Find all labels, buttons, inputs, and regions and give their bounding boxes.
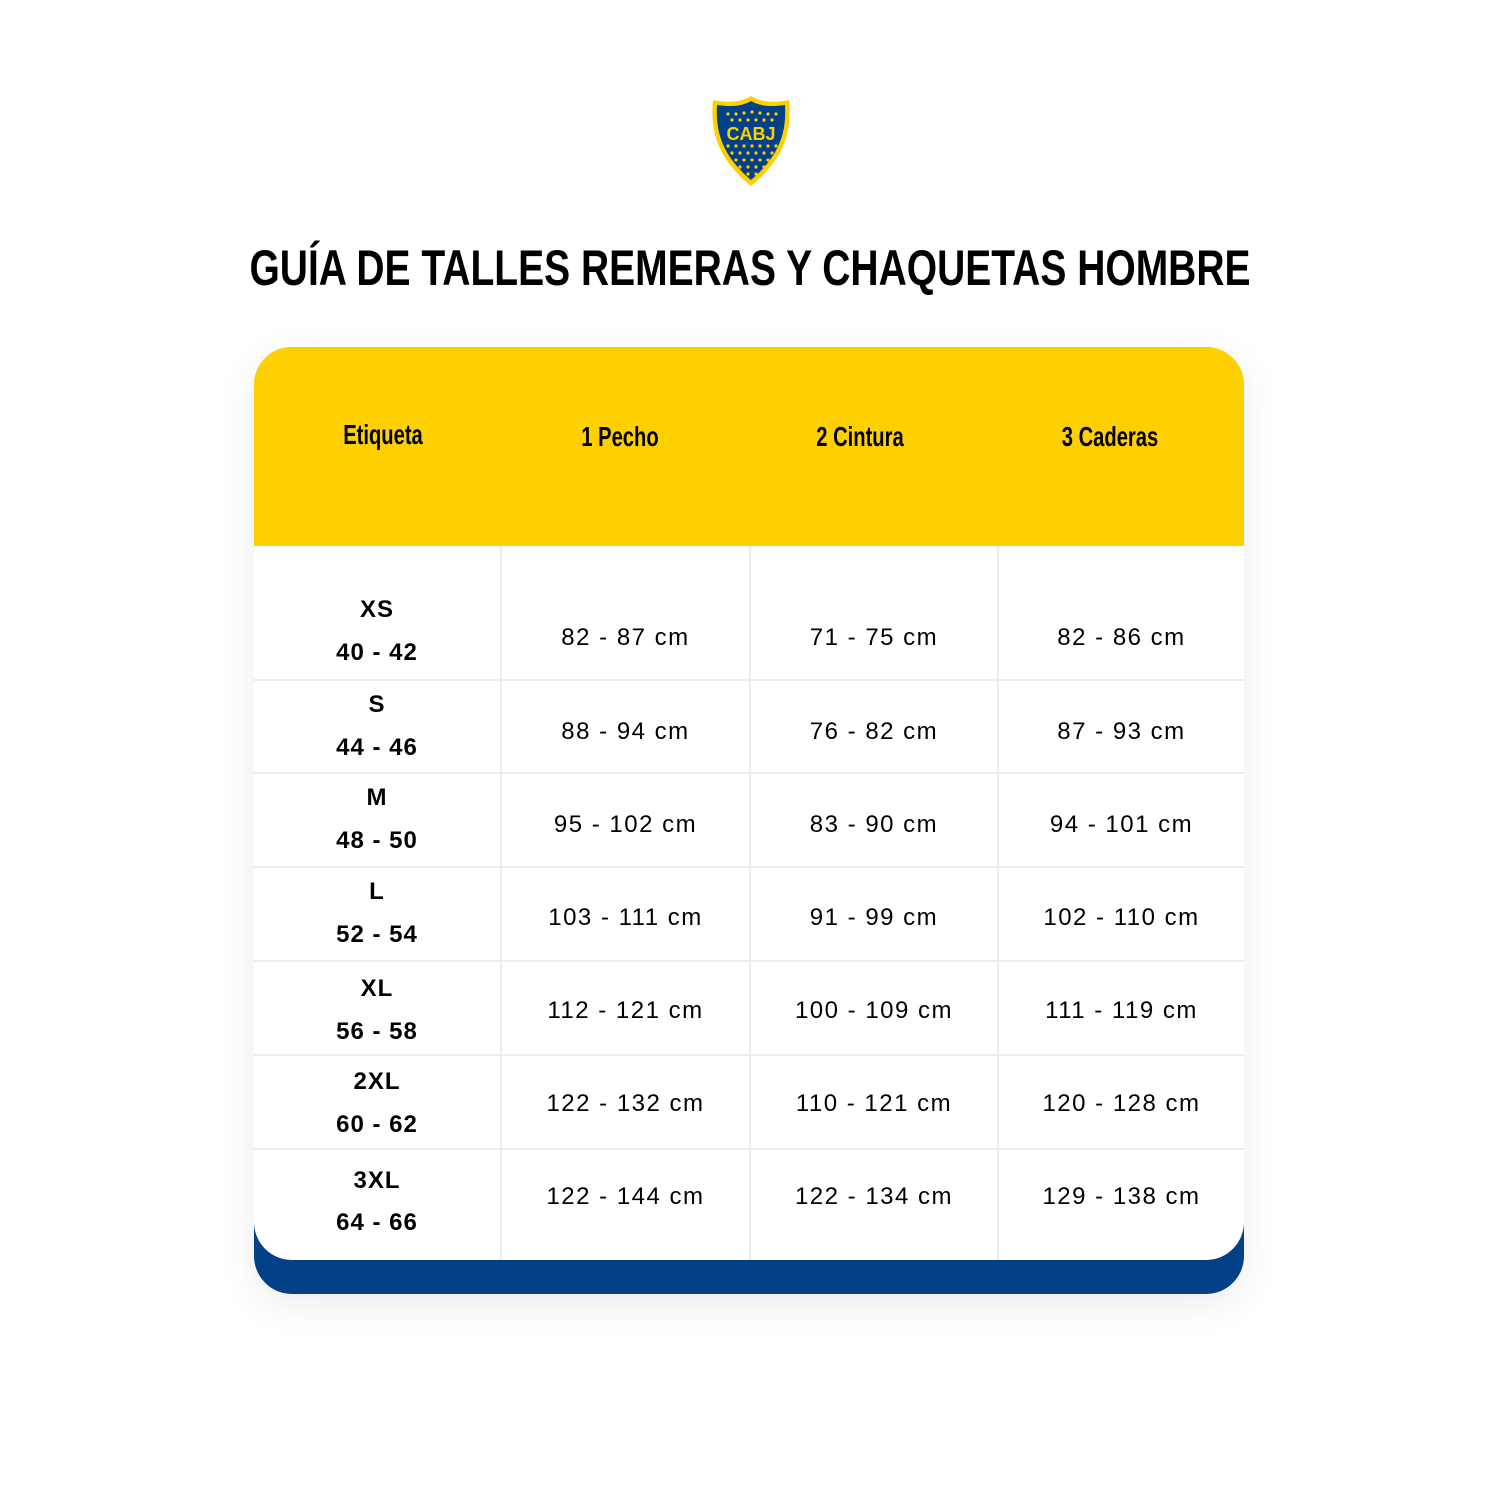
pecho-value: 103 - 111 cm (548, 904, 703, 931)
table-row (254, 546, 1244, 681)
pecho-value: 82 - 87 cm (561, 624, 690, 651)
size-code: S (368, 691, 386, 718)
table-row (254, 1056, 1244, 1150)
club-crest-icon (710, 94, 792, 188)
table-header (254, 347, 1244, 546)
table-row (254, 868, 1244, 962)
size-code: 2XL (353, 1068, 401, 1095)
size-label: 48 - 50 (336, 827, 418, 854)
pecho-value: 122 - 132 cm (546, 1090, 705, 1117)
table-row (254, 1150, 1244, 1260)
cintura-value: 110 - 121 cm (795, 1090, 953, 1117)
caderas-value: 102 - 110 cm (1043, 904, 1200, 931)
cintura-value: 122 - 134 cm (794, 1183, 954, 1210)
header-etiqueta: Etiqueta (343, 419, 423, 450)
header-pecho: 1 Pecho (581, 421, 659, 452)
size-label: 64 - 66 (336, 1209, 418, 1236)
size-code: M (366, 784, 388, 811)
table-row (254, 962, 1244, 1056)
pecho-value: 122 - 144 cm (546, 1183, 705, 1210)
caderas-value: 87 - 93 cm (1057, 718, 1186, 745)
caderas-value: 129 - 138 cm (1042, 1183, 1201, 1210)
size-code: XS (359, 596, 394, 623)
size-code: 3XL (353, 1167, 401, 1194)
cintura-value: 83 - 90 cm (809, 811, 939, 838)
table-row (254, 774, 1244, 868)
pecho-value: 88 - 94 cm (561, 718, 690, 745)
size-table (254, 347, 1244, 1260)
pecho-value: 95 - 102 cm (553, 811, 698, 838)
cintura-value: 91 - 99 cm (809, 904, 939, 931)
size-code: XL (360, 975, 394, 1002)
pecho-value: 112 - 121 cm (547, 997, 704, 1024)
caderas-value: 94 - 101 cm (1049, 811, 1194, 838)
size-label: 52 - 54 (336, 921, 418, 948)
size-label: 60 - 62 (336, 1111, 418, 1138)
header-cintura: 2 Cintura (816, 421, 904, 452)
table-row (254, 681, 1244, 774)
size-code: L (369, 878, 385, 905)
cintura-value: 76 - 82 cm (809, 718, 939, 745)
size-label: 44 - 46 (336, 734, 418, 761)
caderas-value: 120 - 128 cm (1042, 1090, 1201, 1117)
svg-text:CABJ: CABJ (726, 124, 776, 144)
size-label: 56 - 58 (336, 1018, 418, 1045)
caderas-value: 111 - 119 cm (1045, 997, 1198, 1024)
cintura-value: 71 - 75 cm (809, 624, 939, 651)
caderas-value: 82 - 86 cm (1057, 624, 1186, 651)
cintura-value: 100 - 109 cm (794, 997, 954, 1024)
size-label: 40 - 42 (336, 639, 418, 666)
header-caderas: 3 Caderas (1061, 421, 1159, 452)
page-title: GUÍA DE TALLES REMERAS Y CHAQUETAS HOMBRE (249, 240, 1251, 296)
